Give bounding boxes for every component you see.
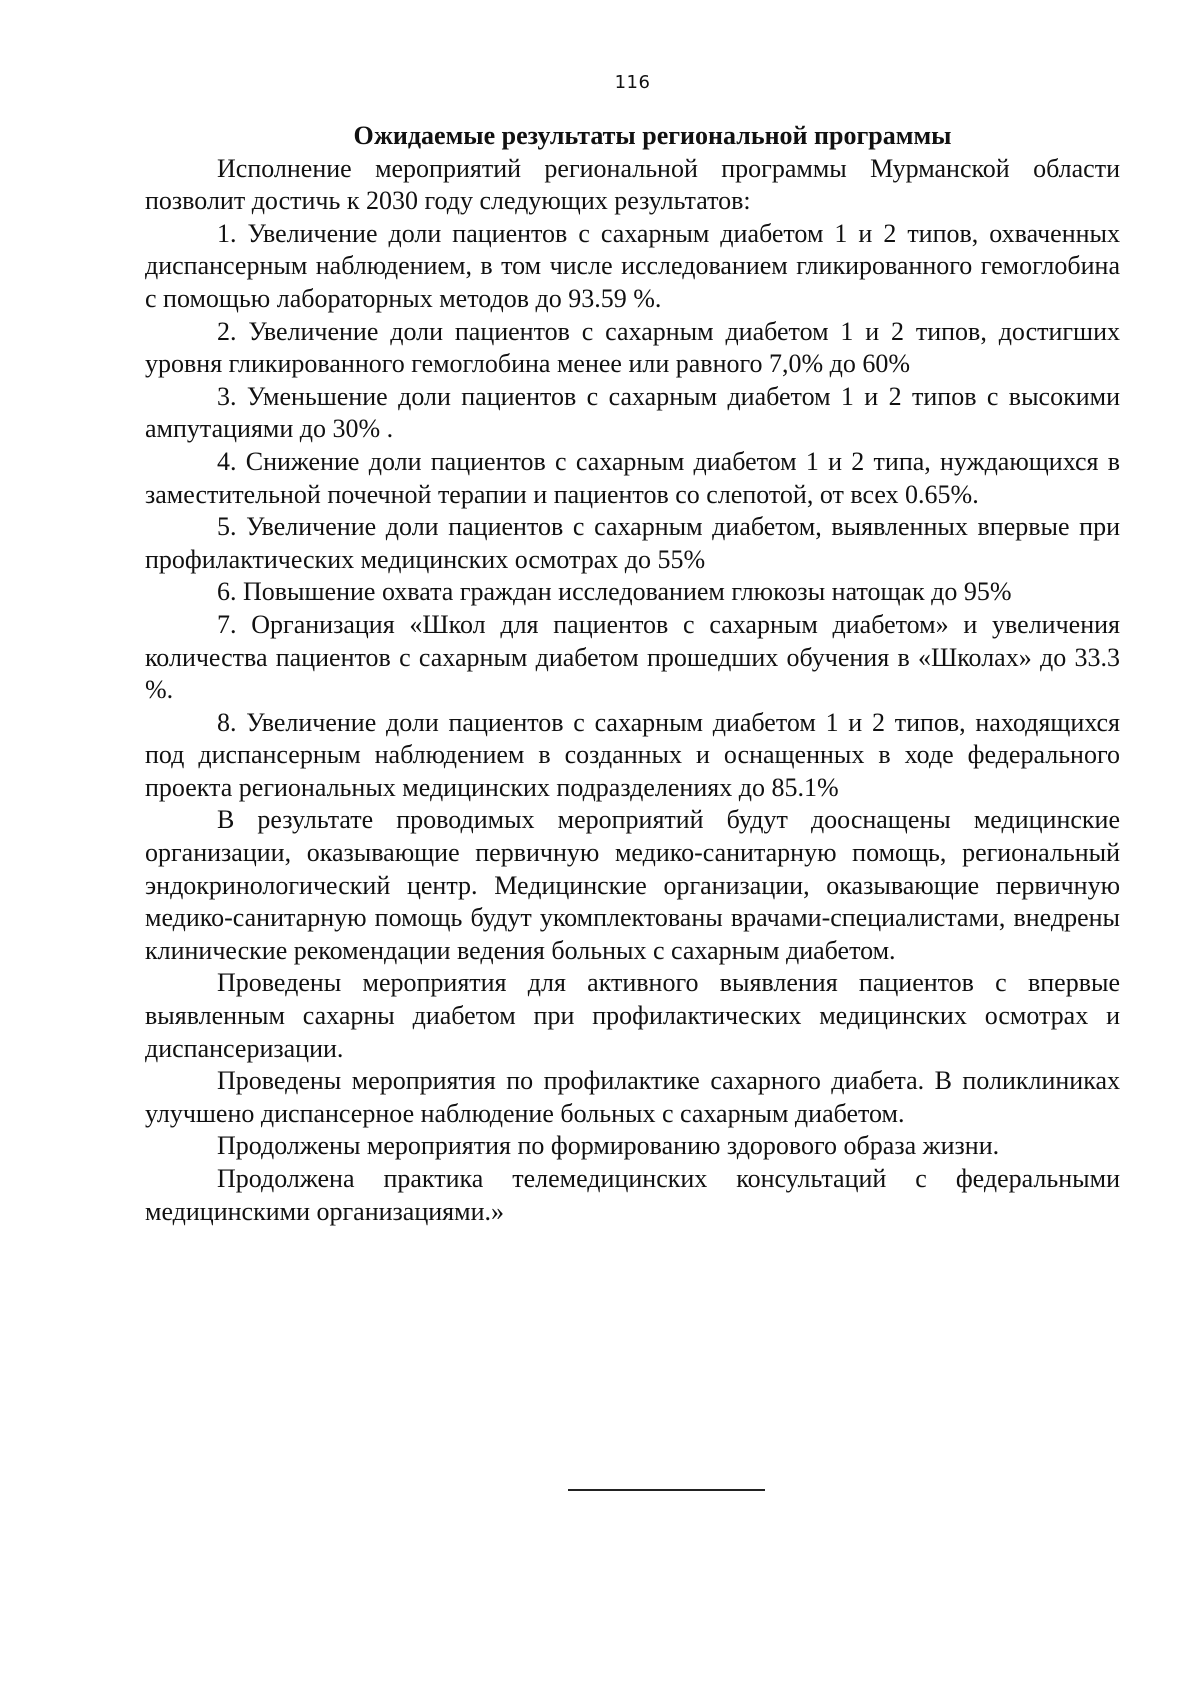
page-number: 116 [614, 72, 651, 93]
result-item-6: 6. Повышение охвата граждан исследованием глюкозы натощак до 95% [217, 577, 1012, 607]
body-paragraph-prevention: Проведены мероприятия по профилактике сахарного диабета. В поликлиниках улучшено диспансерное наблюдение больных с сахарным диабетом. [145, 1066, 1120, 1128]
result-item-3: 3. Уменьшение доли пациентов с сахарным диабетом 1 и 2 типов с высокими ампутациями до 30% . [145, 381, 1120, 444]
closing-divider-line [568, 1489, 765, 1491]
document-body [145, 120, 1120, 1228]
result-item-4: 4. Снижение доли пациентов с сахарным диабетом 1 и 2 типа, нуждающихся в заместительной почечной терапии и пациентов со слепотой, от всех 0.65%. [145, 446, 1120, 509]
intro-paragraph: Исполнение мероприятий региональной программы Мурманской области позволит достичь к 2030 году следующих результатов: [145, 153, 1120, 216]
section-title: Ожидаемые результаты региональной программы [353, 121, 952, 150]
result-item-2: 2. Увеличение доли пациентов с сахарным диабетом 1 и 2 типов, достигших уровня гликированного гемоглобина менее или равного 7,0% до 60% [145, 316, 1120, 379]
body-paragraph-telemedicine: Продолжена практика телемедицинских консультаций с федеральными медицинскими организациями.» [145, 1164, 1120, 1226]
body-paragraph-equipment: В результате проводимых мероприятий будут дооснащены медицинские организации, оказывающие первичную медико-санитарную помощь, региональный эндокринологический центр. Медицинские организации, оказывающие первичную медико-санитарную помощь будут укомплектованы врачами-специалистами, внедрены клинические рекомендации ведения больных с сахарным диабетом. [145, 805, 1120, 965]
body-paragraph-detection: Проведены мероприятия для активного выявления пациентов с впервые выявленным сахарны диабетом при профилактических медицинских осмотрах и диспансеризации. [145, 968, 1120, 1063]
body-paragraph-healthy-lifestyle: Продолжены мероприятия по формированию здорового образа жизни. [217, 1131, 1000, 1161]
result-item-8: 8. Увеличение доли пациентов с сахарным диабетом 1 и 2 типов, находящихся под диспансерным наблюдением в созданных и оснащенных в ходе федерального проекта региональных медицинских подразделениях до 85.1% [145, 707, 1120, 802]
result-item-5: 5. Увеличение доли пациентов с сахарным диабетом, выявленных впервые при профилактических медицинских осмотрах до 55% [145, 512, 1120, 574]
result-item-1: 1. Увеличение доли пациентов с сахарным диабетом 1 и 2 типов, охваченных диспансерным наблюдением, в том числе исследованием гликированного гемоглобина с помощью лабораторных методов до 93.59 %. [145, 218, 1120, 313]
result-item-7: 7. Организация «Школ для пациентов с сахарным диабетом» и увеличения количества пациентов с сахарным диабетом прошедших обучения в «Школах» до 33.3 %. [145, 609, 1120, 705]
